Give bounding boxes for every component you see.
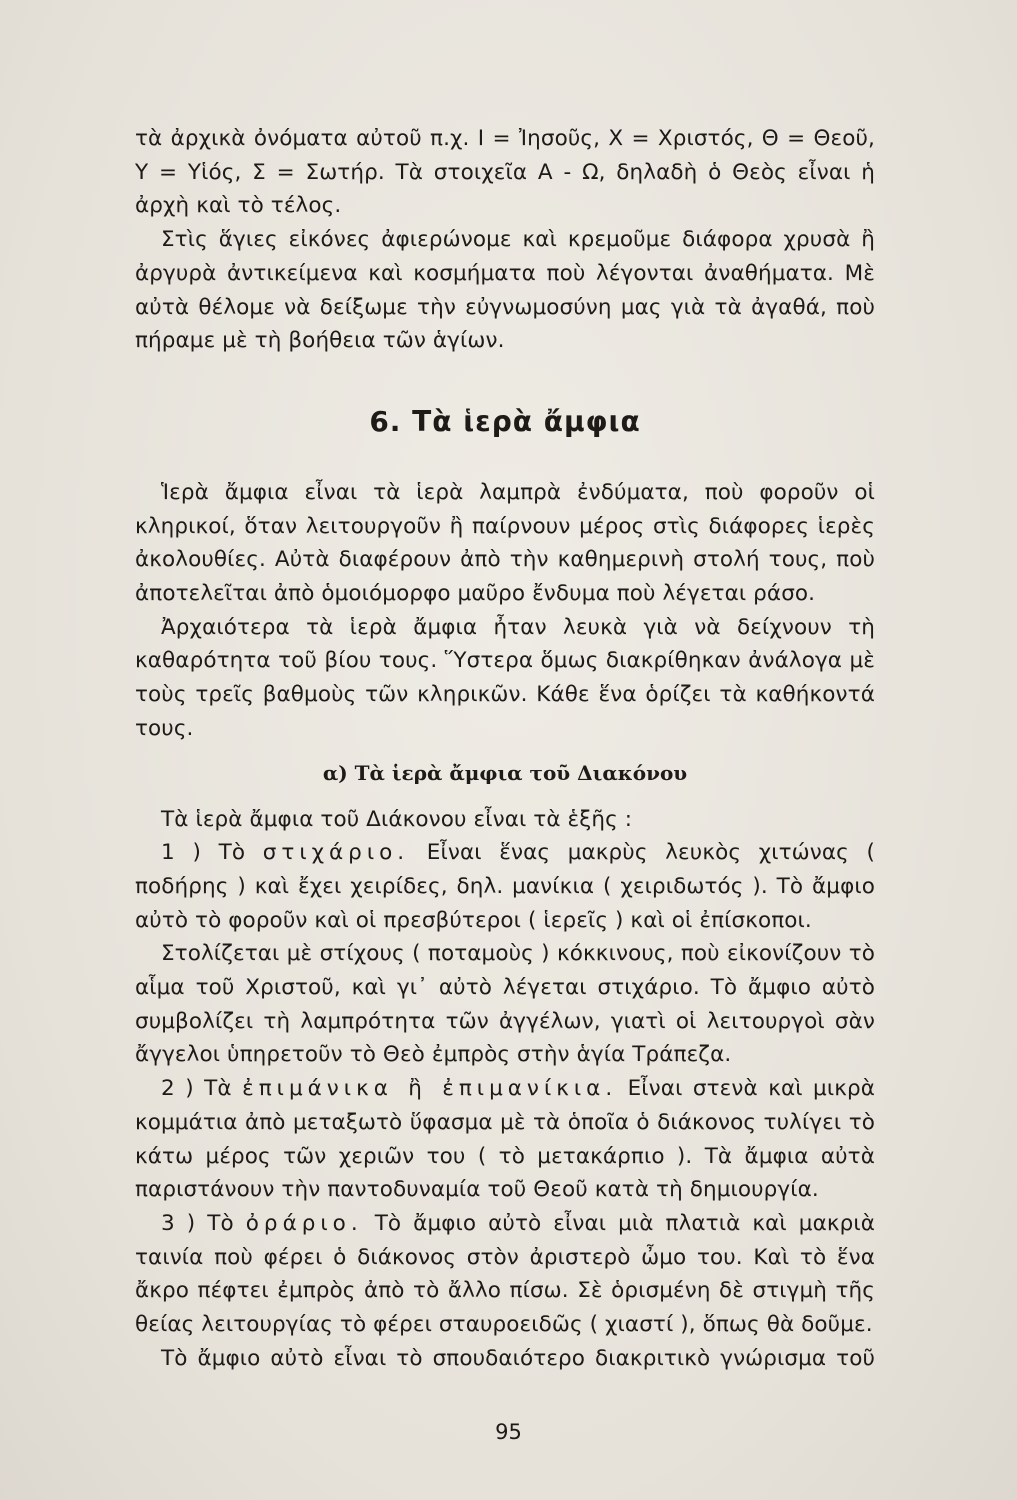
item-term: ἐπιμάνικα ἢ ἐπιμανίκια. [242,1076,618,1102]
item-text: Εἶναι ἕνας μακρὺς λευκὸς χιτώνας ( ποδήρης ) καὶ ἔχει χειρίδες, δηλ. μανίκια ( χειριδωτός ). Τὸ ἄμφιο αὐτὸ τὸ φοροῦν καὶ οἱ πρεσβύτεροι ( ἱερεῖς ) καὶ οἱ ἐπίσκοποι. [135,840,876,933]
text-column [135,122,875,1376]
page-number: 95 [495,1420,522,1444]
history-paragraph: Ἀρχαιότερα τὰ ἱερὰ ἄμφια ἦταν λευκὰ γιὰ νὰ δείχνουν τὴ καθαρότητα τοῦ βίου τους. Ὕστερα ὅμως διακρίθηκαν ἀνάλογα μὲ τοὺς τρεῖς βαθμοὺς τῶν κληρικῶν. Κάθε ἕνα ὁρίζει τὰ καθήκοντά τους. [135,614,875,741]
item-sticharion [135,836,875,937]
item-number: 1 ) Τὸ [161,840,246,866]
item-epimanikia [135,1072,875,1207]
item-orarion [135,1207,875,1342]
item-text: Τὸ ἄμφιο αὐτὸ εἶναι μιὰ πλατιὰ καὶ μακριὰ ταινία ποὺ φέρει ὁ διάκονος στὸν ἀριστερὸ ὦμο του. Καὶ τὸ ἕνα ἄκρο πέφτει ἐμπρὸς ἀπὸ τὸ ἄλλο πίσω. Σὲ ὁρισμένη δὲ στιγμὴ τῆς θείας λειτουργίας τὸ φέρει σταυροειδῶς ( χιαστί ), ὅπως θὰ δοῦμε. [135,1210,876,1338]
vestments-paragraph: Ἱερὰ ἄμφια εἶναι τὰ ἱερὰ λαμπρὰ ἐνδύματα, ποὺ φοροῦν οἱ κληρικοί, ὅταν λειτουργοῦν ἢ παίρνουν μέρος στὶς διάφορες ἱερὲς ἀκολουθίες. Αὐτὰ διαφέρουν ἀπὸ τὴν καθημερινὴ στολή τους, ποὺ ἀποτελεῖται ἀπὸ ὁμοιόμορφο μαῦρο ἔνδυμα ποὺ λέγεται ράσο. [135,479,875,607]
subsection-heading: α) Τὰ ἱερὰ ἄμφια τοῦ Διακόνου [322,760,688,785]
sticharion-symbolism: Στολίζεται μὲ στίχους ( ποταμοὺς ) κόκκινους, ποὺ εἰκονίζουν τὸ αἷμα τοῦ Χριστοῦ, καὶ γι᾿ αὐτὸ λέγεται στιχάριο. Τὸ ἄμφιο αὐτὸ συμβολίζει τὴ λαμπρότητα τῶν ἀγγέλων, γιατὶ οἱ λειτουργοὶ σὰν ἄγγελοι ὑπηρετοῦν τὸ Θεὸ ἐμπρὸς στὴν ἁγία Τράπεζα. [135,941,875,1068]
item-term: ὀράριο. [245,1210,363,1236]
item-number: 3 ) Τὸ [161,1210,234,1236]
item-number: 2 ) Τὰ [161,1076,232,1102]
deacon-intro: Τὰ ἱερὰ ἄμφια τοῦ Διάκονου εἶναι τὰ ἑξῆς : [161,806,633,832]
item-text: Εἶναι στενὰ καὶ μικρὰ κομμάτια ἀπὸ μεταξωτὸ ὕφασμα μὲ τὰ ὁποῖα ὁ διάκονος τυλίγει τὸ κάτω μέρος τῶν χεριῶν του ( τὸ μετακάρπιο ). Τὰ ἄμφια αὐτὰ παριστάνουν τὴν παντοδυναμία τοῦ Θεοῦ κατὰ τὴ δημιουργία. [135,1076,876,1203]
intro-paragraph: τὰ ἀρχικὰ ὀνόματα αὐτοῦ π.χ. Ι = Ἰησοῦς, Χ = Χριστός, Θ = Θεοῦ, Υ = Υἱός, Σ = Σωτήρ. Τὰ στοιχεῖα Α - Ω, δηλαδὴ ὁ Θεὸς εἶναι ἡ ἀρχὴ καὶ τὸ τέλος. [135,126,875,219]
final-line: Τὸ ἄμφιο αὐτὸ εἶναι τὸ σπουδαιότερο διακριτικὸ γνώρισμα τοῦ [161,1345,875,1371]
section-heading: 6. Τὰ ἱερὰ ἄμφια [369,404,641,438]
offerings-paragraph: Στὶς ἅγιες εἰκόνες ἀφιερώνομε καὶ κρεμοῦμε διάφορα χρυσὰ ἢ ἀργυρὰ ἀντικείμενα καὶ κοσμήματα ποὺ λέγονται ἀναθήματα. Μὲ αὐτὰ θέλομε νὰ δείξωμε τὴν εὐγνωμοσύνη μας γιὰ τὰ ἀγαθά, ποὺ πήραμε μὲ τὴ βοήθεια τῶν ἁγίων. [135,227,875,354]
item-term: στιχάριο. [262,840,410,866]
